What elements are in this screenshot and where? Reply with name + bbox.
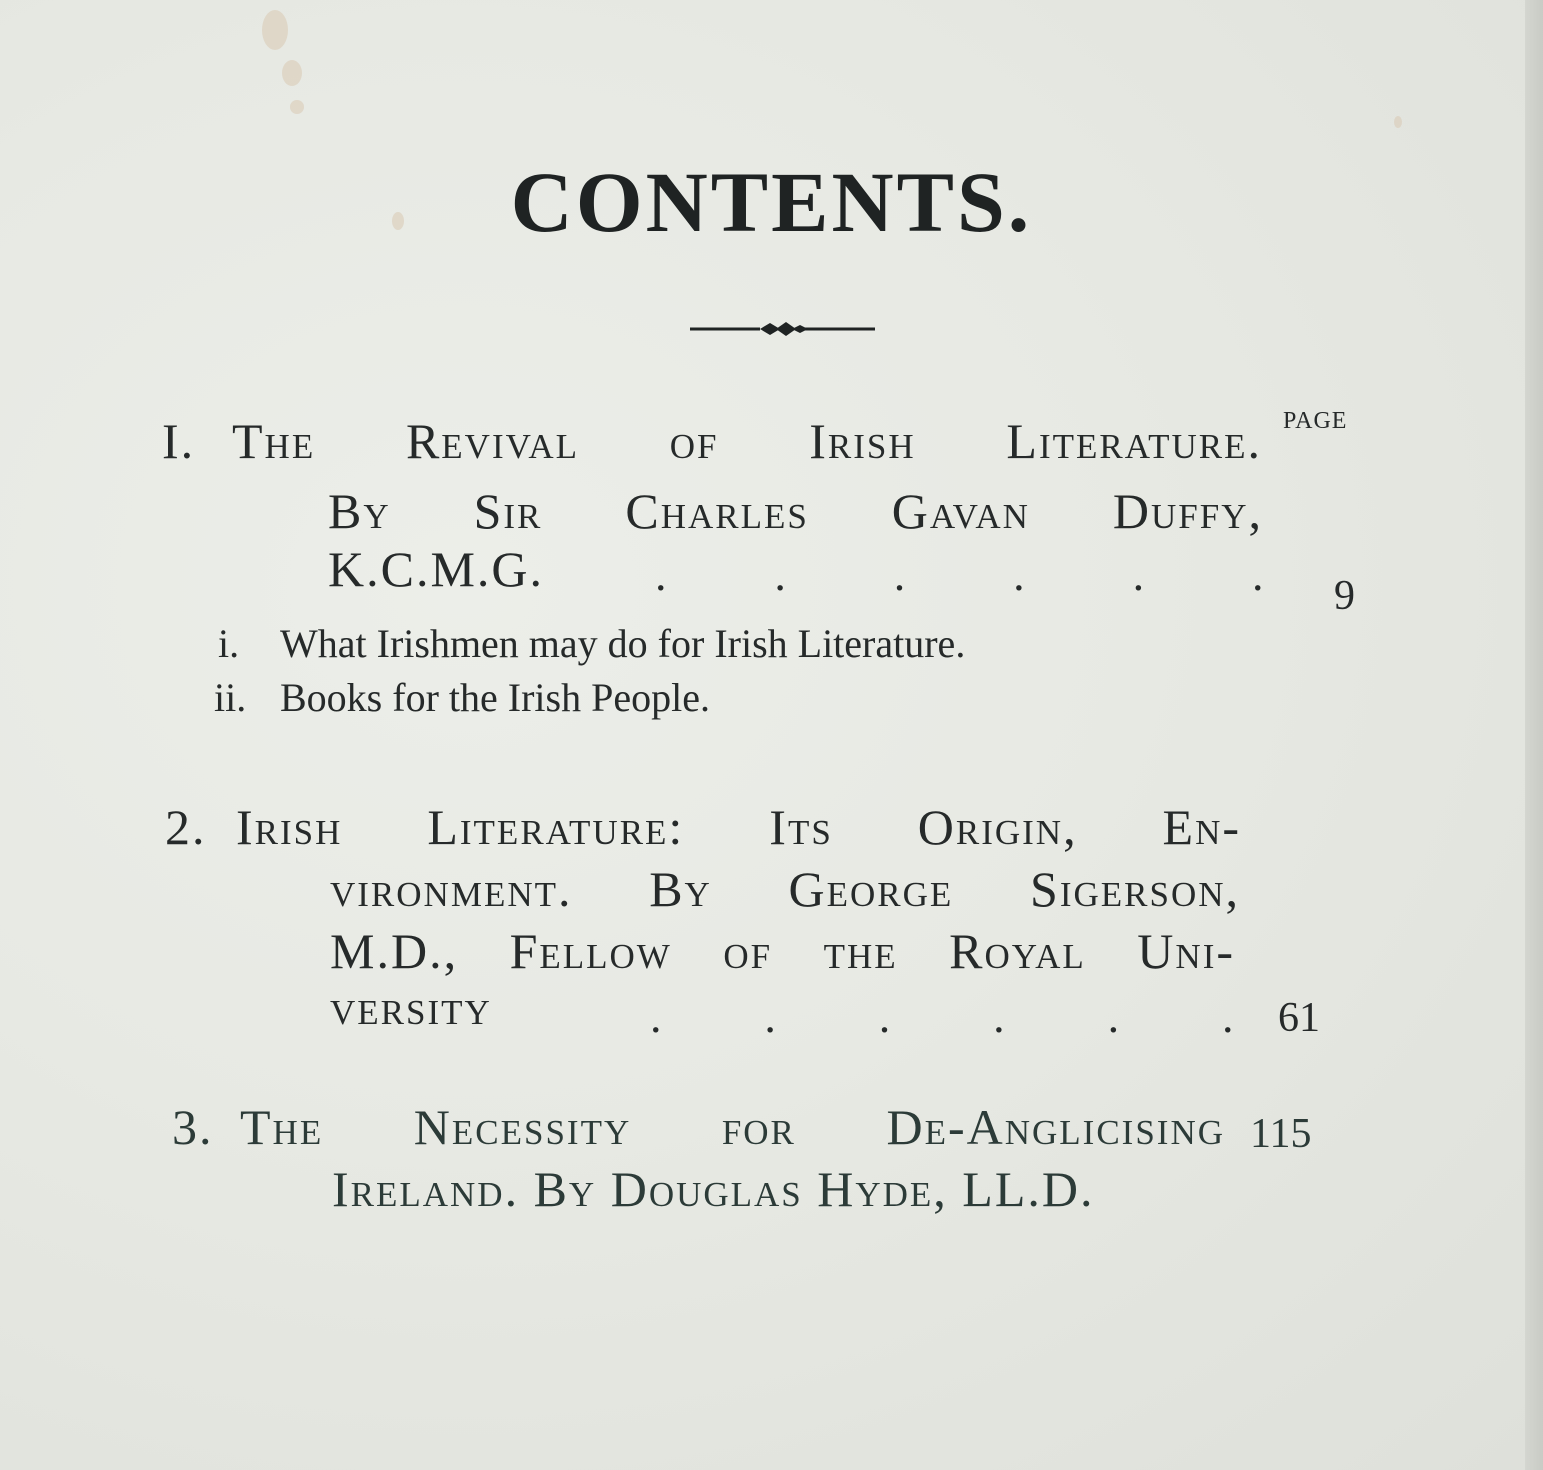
entry-3-page-number: 115 (1250, 1111, 1312, 1157)
foxing-spot (262, 10, 288, 50)
entry-1-subentry-1-title: What Irishmen may do for Irish Literature. (280, 621, 966, 666)
entry-2-dot-leader: . . . . . . (650, 991, 1234, 1042)
entry-1-line-1: The Revival of Irish Literature. (232, 413, 1262, 469)
entry-1-line-2: By Sir Charles Gavan Duffy, (328, 483, 1263, 539)
entry-2-page-number: 61 (1278, 995, 1320, 1041)
entry-1-subentry-2-title: Books for the Irish People. (280, 675, 710, 720)
page-column-label: PAGE (1283, 408, 1348, 434)
entry-1-dot-leader: . . . . . . (655, 549, 1264, 600)
entry-1-number: I. (162, 413, 196, 469)
entry-1-subentry-2-number: ii. (214, 675, 247, 720)
entry-2-line-1: Irish Literature: Its Origin, En- (236, 799, 1241, 855)
entry-2-line-3: M.D., Fellow of the Royal Uni- (330, 923, 1235, 979)
entry-3-line-2: Ireland. By Douglas Hyde, LL.D. (332, 1161, 1095, 1217)
foxing-spot (290, 100, 304, 114)
entry-1-page-number: 9 (1334, 573, 1355, 619)
entry-2-line-2: vironment. By George Sigerson, (330, 861, 1240, 917)
entry-2-number: 2. (165, 799, 207, 855)
entry-1-line-3: K.C.M.G. (328, 541, 545, 597)
foxing-spot (282, 60, 302, 86)
entry-3-line-1: The Necessity for De-Anglicising (240, 1099, 1225, 1155)
ornament-divider-icon (690, 318, 875, 340)
foxing-spot (1394, 116, 1402, 128)
entry-2-line-4: versity (330, 979, 492, 1035)
entry-1-subentry-1-number: i. (218, 621, 240, 666)
entry-3-number: 3. (172, 1099, 214, 1155)
contents-title: CONTENTS. (510, 154, 1033, 250)
